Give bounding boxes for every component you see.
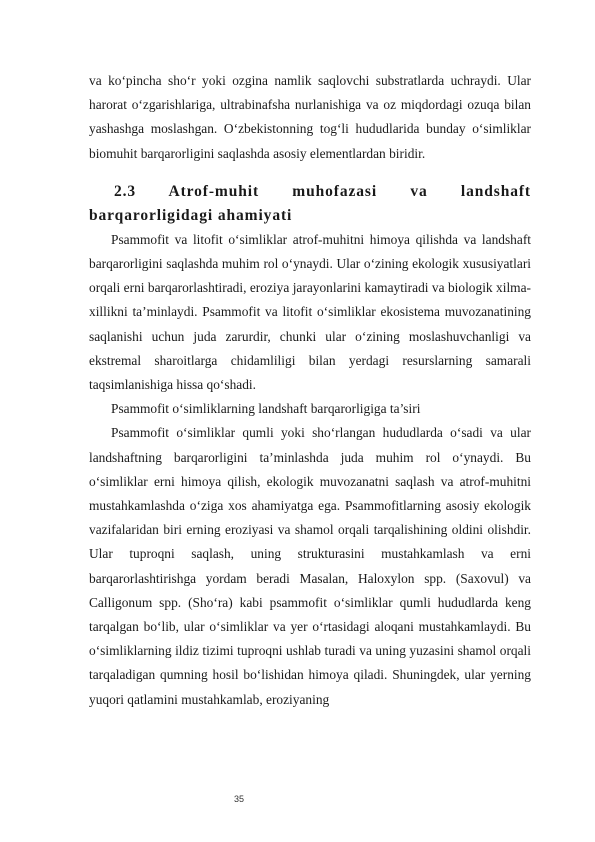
section-heading: 2.3 Atrof-muhit muhofazasi va landshaft barqarorligidagi ahamiyati [89, 182, 531, 224]
subheading: Psammofit o‘simliklarning landshaft barqarorligiga ta’siri [111, 401, 421, 417]
paragraph-1: Psammofit va litofit o‘simliklar atrof-muhitni himoya qilishda va landshaft barqarorligini saqlashda muhim rol o‘ynaydi. Ular o‘zining ekologik xususiyatlari orqali erni barqarorlashtiradi, eroziya jarayonlarini kamaytiradi va biologik xilma-xillikni ta’minlaydi. Psammofit va litofit o‘simliklar ekosistema muvozanatining saqlanishi uchun juda zarurdir, chunki ular o‘zining moslashuvchanligi va ekstremal sharoitlarga chidamliligi bilan yerdagi resurslarning samarali taqsimlanishiga hissa qo‘shadi. [89, 231, 531, 393]
body-text [89, 69, 531, 712]
intro-paragraph: va ko‘pincha sho‘r yoki ozgina namlik saqlovchi substratlarda uchraydi. Ular harorat o‘zgarishlariga, ultrabinafsha nurlanishiga va oz miqdordagi ozuqa bilan yashashga moslashgan. O‘zbekistonning tog‘li hududlarida bunday o‘simliklar biomuhit barqarorligini saqlashda asosiy elementlardan biridir. [89, 73, 531, 161]
page-number: 35 [234, 794, 245, 804]
paragraph-2: Psammofit o‘simliklar qumli yoki sho‘rlangan hududlarda o‘sadi va ular landshaftning barqarorligini ta’minlashda juda muhim rol o‘ynaydi. Bu o‘simliklar erni himoya qilish, ekologik muvozanatni saqlash va atrof-muhitni mustahkamlashda o‘ziga xos ahamiyatga ega. Psammofitlarning asosiy ekologik vazifalaridan biri erning eroziyasi va shamol orqali tarqalishining oldini olishdir. Ular tuproqni saqlash, uning strukturasini mustahkamlash va erni barqarorlashtirishga yordam beradi Masalan, Haloxylon spp. (Saxovul) va Calligonum spp. (Sho‘ra) kabi psammofit o‘simliklar qumli hududlarda keng tarqalgan bo‘lib, ular o‘simliklar va yer o‘rtasidagi aloqani mustahkamlaydi. Bu o‘simliklarning ildiz tizimi tuproqni ushlab turadi va uning yuzasini shamol orqali tarqaladigan qumning hosil bo‘lishidan himoya qiladi. Shuningdek, ular yerning yuqori qatlamini mustahkamlab, eroziyaning [89, 425, 531, 707]
